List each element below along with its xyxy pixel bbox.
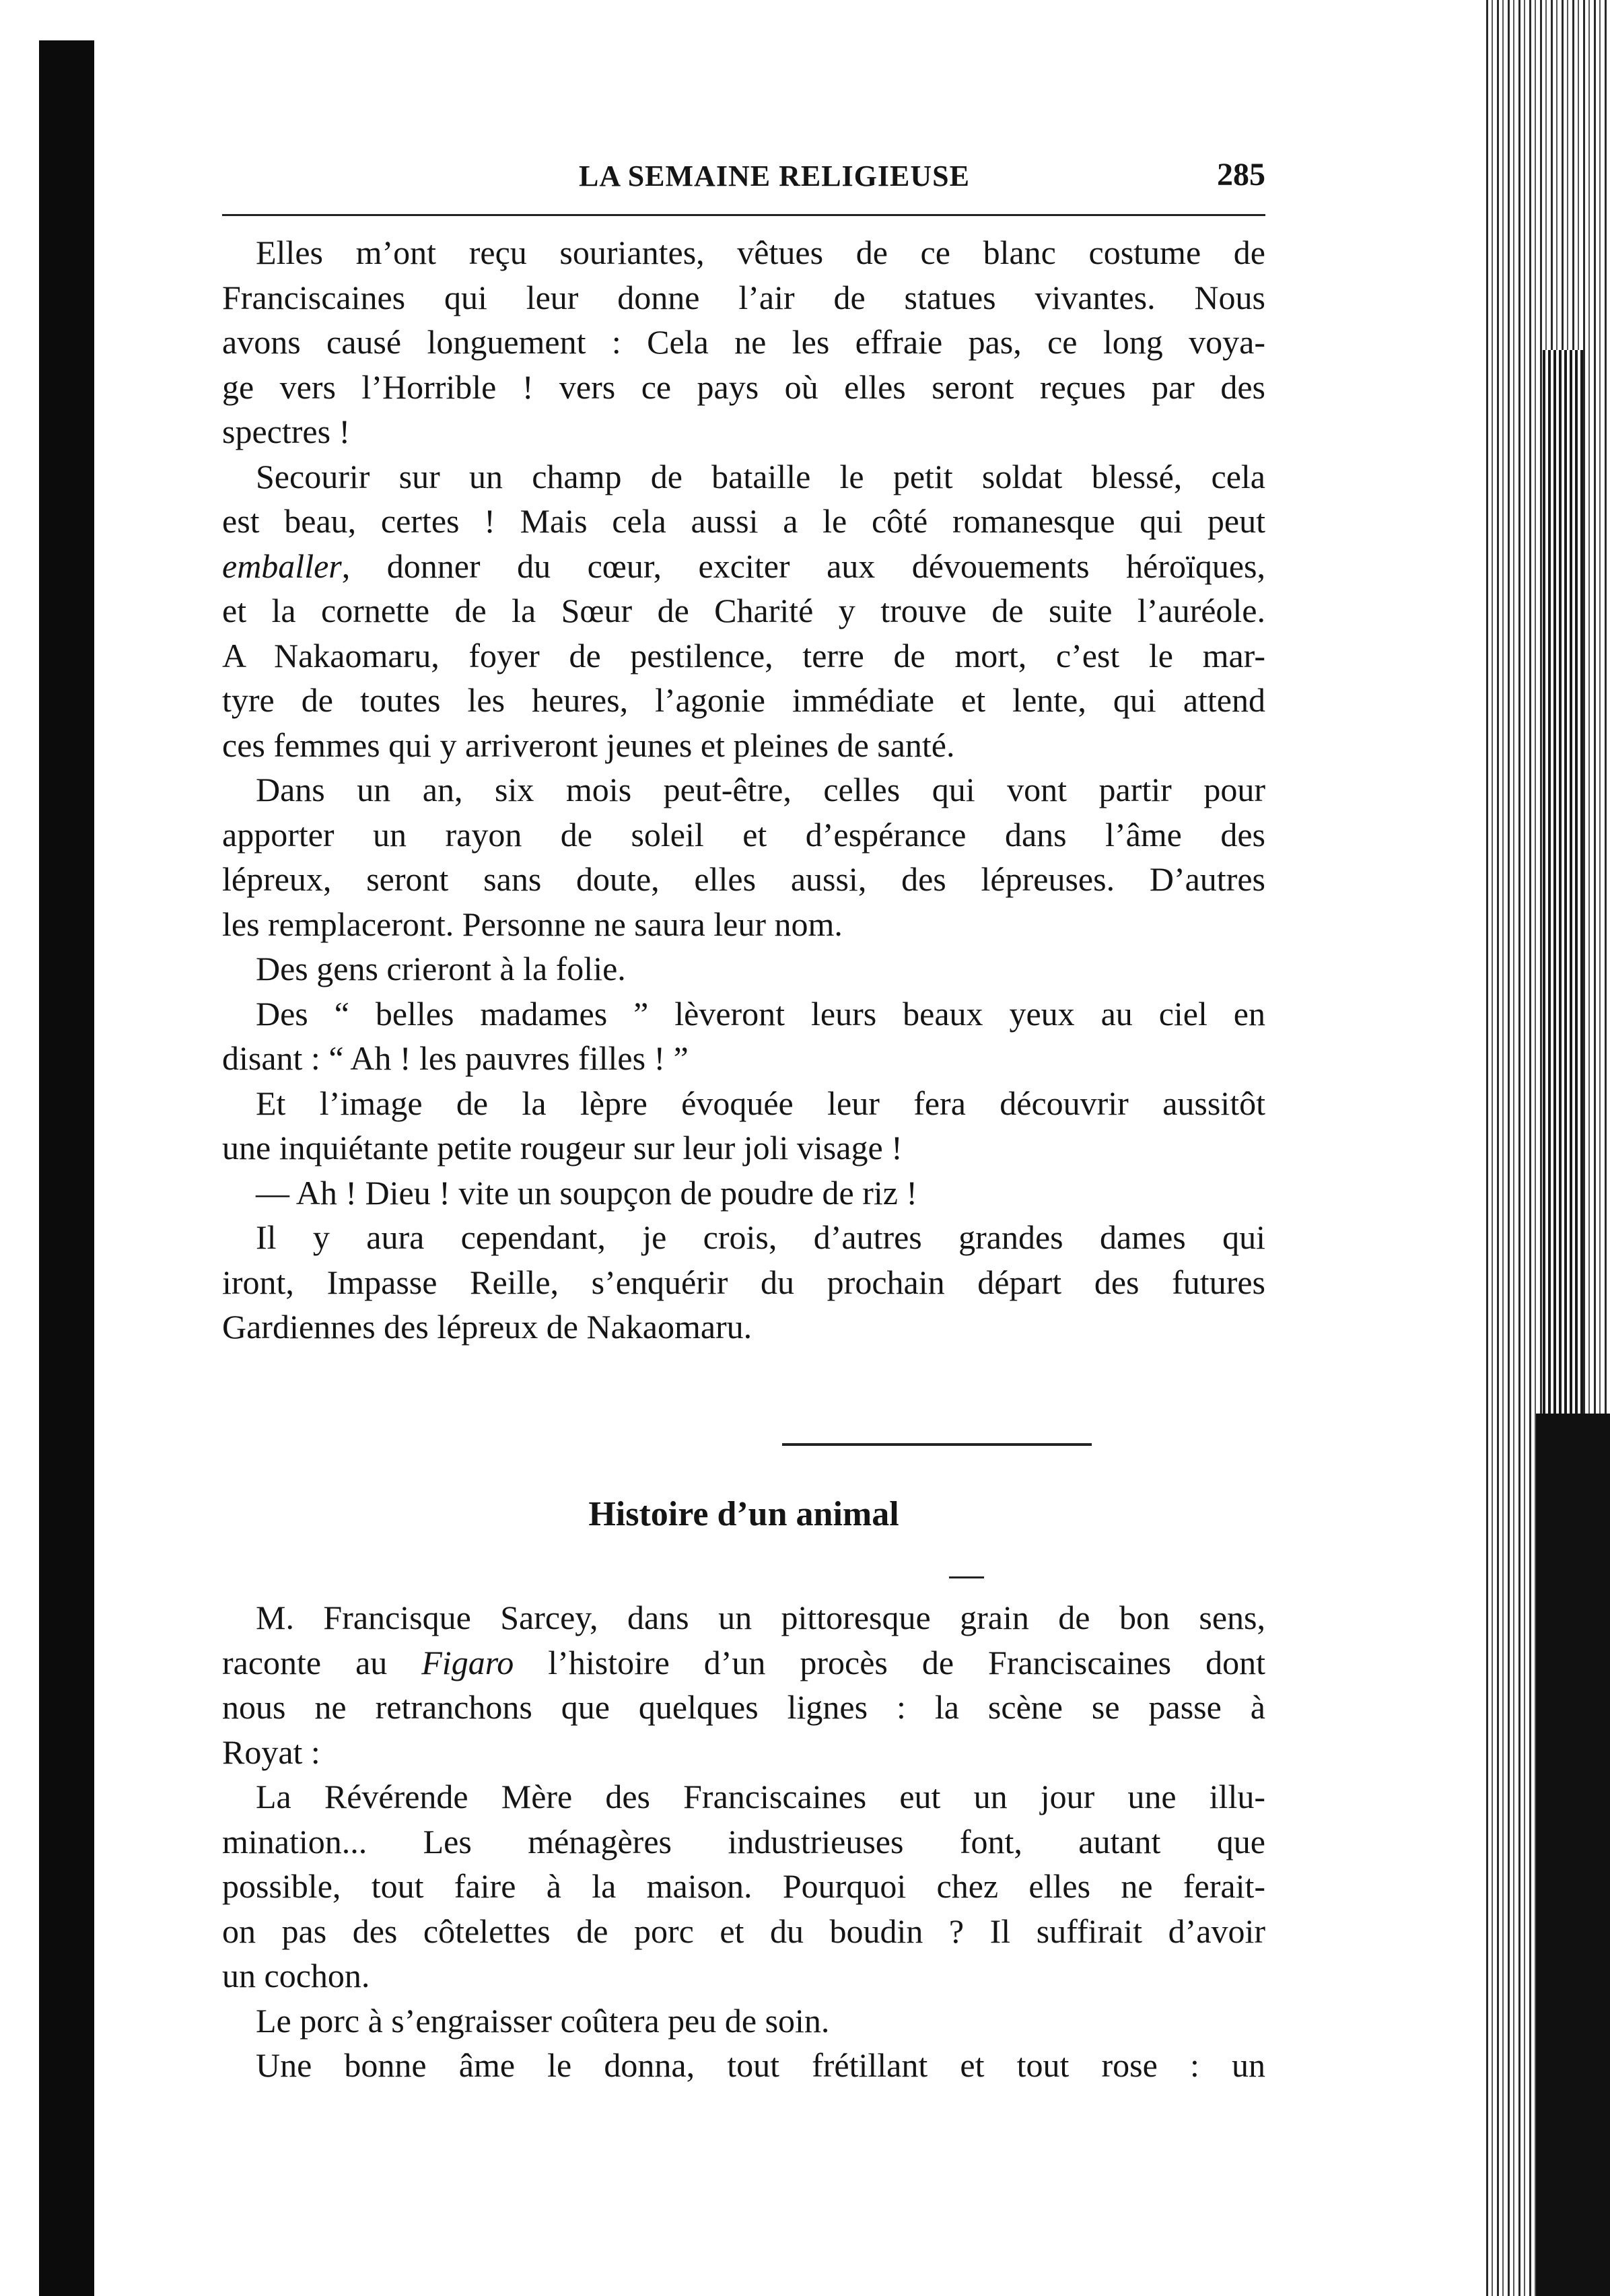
text-line: disant : “ Ah ! les pauvres filles ! ” [222,1039,689,1077]
text-line: spectres ! [222,413,351,450]
title-dash [949,1576,984,1578]
text-line: Gardiennes des lépreux de Nakaomaru. [222,1308,753,1346]
text-line: ge vers l’Horrible ! vers ce pays où elles seront reçues par des [222,368,1265,406]
italic-word: emballer [222,547,342,585]
text-line: Une bonne âme le donna, tout frétillant et tout rose : un [256,2046,1265,2084]
text-line: iront, Impasse Reille, s’enquérir du prochain départ des futures [222,1263,1265,1301]
running-title: LA SEMAINE RELIGIEUSE [579,160,970,193]
text-line: Secourir sur un champ de bataille le petit soldat blessé, cela [256,457,1265,495]
page-number: 285 [1217,157,1265,193]
text-line: une inquiétante petite rougeur sur leur joli visage ! [222,1129,903,1167]
text-line: apporter un rayon de soleil et d’espérance dans l’âme des [222,815,1265,854]
article-lepreux [222,230,1265,1350]
text-line-emballer [222,544,1265,589]
text-line: lépreux, seront sans doute, elles aussi, des lépreuses. D’autres [222,860,1265,898]
text-line: les remplaceront. Personne ne saura leur nom. [222,905,843,943]
text-line: Royat : [222,1733,320,1771]
text-line: Franciscaines qui leur donne l’air de statues vivantes. Nous [222,278,1265,316]
text-span: raconte au [222,1643,422,1681]
section-title: Histoire d’un animal [588,1495,899,1533]
text-line: ces femmes qui y arriveront jeunes et pleines de santé. [222,726,955,764]
left-binding-shadow [39,40,94,2296]
text-line: Des gens crieront à la folie. [256,950,626,987]
header-rule [222,214,1265,216]
text-line: La Révérende Mère des Franciscaines eut un jour une illu- [256,1778,1265,1815]
text-line: Le porc à s’engraisser coûtera peu de soin. [256,2001,830,2040]
italic-word: Figaro [421,1643,514,1681]
text-span: l’histoire d’un procès de Franciscaines dont [514,1643,1266,1681]
text-span: , donner du cœur, exciter aux dévouements héroïques, [341,547,1265,585]
text-line: A Nakaomaru, foyer de pestilence, terre de mort, c’est le mar- [222,636,1265,674]
text-line: — Ah ! Dieu ! vite un soupçon de poudre de riz ! [256,1173,918,1212]
text-line: Dans un an, six mois peut-être, celles qui vont partir pour [256,771,1265,808]
text-line: Elles m’ont reçu souriantes, vêtues de ce blanc costume de [256,234,1265,271]
running-head [222,159,1265,199]
text-line: est beau, certes ! Mais cela aussi a le côté romanesque qui peut [222,502,1265,540]
text-line: un cochon. [222,1957,370,1994]
text-line: Et l’image de la lèpre évoquée leur fera découvrir aussitôt [256,1084,1265,1122]
article-histoire-animal [222,1595,1265,2088]
text-line: mination... Les ménagères industrieuses font, autant que [222,1822,1265,1860]
text-line: nous ne retranchons que quelques lignes : la scène se passe à [222,1688,1265,1726]
right-page-edges-dark [1536,1414,1610,2296]
text-line: avons causé longuement : Cela ne les effraie pas, ce long voya- [222,323,1265,361]
text-line: et la cornette de la Sœur de Charité y trouve de suite l’auréole. [222,592,1265,629]
text-line-figaro [222,1640,1265,1685]
text-line: Il y aura cependant, je crois, d’autres grandes dames qui [256,1218,1265,1256]
text-line: on pas des côtelettes de porc et du boudin ? Il suffirait d’avoir [222,1912,1265,1950]
right-page-edges-middle [1543,350,1583,1427]
text-line: M. Francisque Sarcey, dans un pittoresque grain de bon sens, [256,1599,1265,1636]
book-page [202,0,1266,2296]
section-separator-rule [782,1443,1092,1446]
text-line: possible, tout faire à la maison. Pourquoi chez elles ne ferait- [222,1867,1265,1905]
text-line: Des “ belles madames ” lèveront leurs beaux yeux au ciel en [256,994,1265,1033]
text-line: tyre de toutes les heures, l’agonie immédiate et lente, qui attend [222,681,1265,719]
